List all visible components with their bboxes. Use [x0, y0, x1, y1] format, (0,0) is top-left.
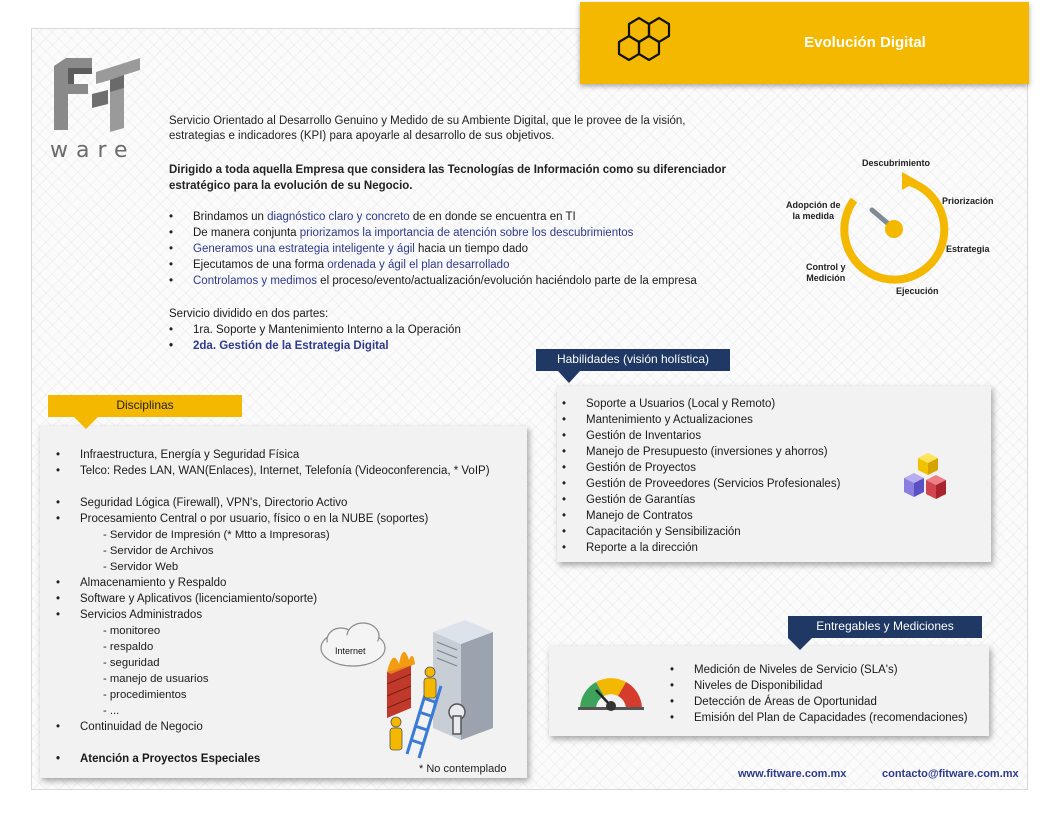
fitware-logo-icon: [52, 58, 142, 138]
intro-text: Servicio Orientado al Desarrollo Genuino y Medido de su Ambiente Digital, que le provee de la visión, estrategias e indicadores (KPI) para apoyarle al desarrollo de sus objetivos.: [169, 115, 686, 142]
list-item: • Atención a Proyectos Especiales: [56, 751, 490, 767]
sub-item: - seguridad: [103, 657, 160, 669]
list-item: • Manejo de Presupuesto (inversiones y ahorros): [562, 444, 840, 460]
target-audience-text: Dirigido a toda aquella Empresa que considera las Tecnologías de Información como su diferenciador estratégico para la evolución de su Negocio.: [169, 164, 727, 192]
email-link[interactable]: contacto@fitware.com.mx: [882, 768, 1019, 780]
list-item: • Soporte a Usuarios (Local y Remoto): [562, 396, 840, 412]
entregables-title: Entregables y Mediciones: [816, 619, 954, 633]
list-item: • Gestión de Proveedores (Servicios Profesionales): [562, 476, 840, 492]
list-item: • 2da. Gestión de la Estrategia Digital: [169, 338, 461, 354]
cycle-label-descubrimiento: Descubrimiento: [862, 158, 931, 168]
sub-item: - Servidor de Impresión (* Mtto a Impresoras): [103, 529, 330, 541]
list-item: • Seguridad Lógica (Firewall), VPN's, Directorio Activo: [56, 495, 490, 511]
habilidades-title: Habilidades (visión holística): [556, 352, 710, 366]
list-item: • De manera conjunta priorizamos la importancia de atención sobre los descubrimientos: [169, 225, 697, 241]
server-icon: [433, 620, 493, 740]
firewall-icon: [387, 652, 415, 718]
list-item: • Continuidad de Negocio: [56, 719, 490, 735]
sub-item: - respaldo: [103, 641, 154, 653]
list-item: • Generamos una estrategia inteligente y ágil hacia un tiempo dado: [169, 241, 697, 257]
website-link[interactable]: www.fitware.com.mx: [738, 768, 847, 780]
list-item: • Medición de Niveles de Servicio (SLA's): [670, 662, 968, 678]
service-parts-title: Servicio dividido en dos partes:: [169, 308, 329, 320]
service-parts-list: [169, 322, 461, 354]
list-item: • Almacenamiento y Respaldo: [56, 575, 490, 591]
list-item: • Mantenimiento y Actualizaciones: [562, 412, 840, 428]
sub-item: - procedimientos: [103, 689, 187, 701]
internet-label: Internet: [335, 646, 366, 656]
list-item: • Servicios Administrados: [56, 607, 490, 623]
service-bullets: [169, 209, 697, 289]
list-item: • Detección de Áreas de Oportunidad: [670, 694, 968, 710]
list-item: • Gestión de Inventarios: [562, 428, 840, 444]
list-item: • Capacitación y Sensibilización: [562, 524, 840, 540]
habilidades-header: [536, 349, 730, 371]
list-item: • Telco: Redes LAN, WAN(Enlaces), Internet, Telefonía (Videoconferencia, * VoIP): [56, 463, 490, 479]
cycle-label-estrategia: Estrategia: [946, 244, 990, 254]
list-item: • Gestión de Proyectos: [562, 460, 840, 476]
sub-item: - Servidor Web: [103, 561, 179, 573]
sub-item: - ...: [103, 705, 120, 717]
sub-item: - manejo de usuarios: [103, 673, 209, 685]
list-item: • Manejo de Contratos: [562, 508, 840, 524]
list-item: • Ejecutamos de una forma ordenada y ágil el plan desarrollado: [169, 257, 697, 273]
list-item: • Infraestructura, Energía y Seguridad Física: [56, 447, 490, 463]
page-title: Evolución Digital: [804, 34, 926, 51]
list-item: • 1ra. Soporte y Mantenimiento Interno a la Operación: [169, 322, 461, 338]
list-item: • Controlamos y medimos el proceso/evento/actualización/evolución haciéndolo parte de la empresa: [169, 273, 697, 289]
entregables-header: [788, 616, 982, 638]
gauge-icon: [576, 674, 646, 714]
disciplinas-header: [48, 395, 242, 417]
disciplinas-title: Disciplinas: [116, 398, 174, 412]
infrastructure-illustration-icon: [315, 612, 515, 760]
list-item: • Reporte a la dirección: [562, 540, 840, 556]
logo-text: ware: [50, 138, 136, 163]
cycle-label-ejecucion: Ejecución: [896, 286, 939, 296]
cloud-icon: [321, 623, 385, 666]
list-item: • Software y Aplicativos (licenciamiento/soporte): [56, 591, 490, 607]
habilidades-list: [562, 396, 840, 556]
sub-item: - Servidor de Archivos: [103, 545, 214, 557]
hexagon-molecule-icon: [607, 10, 677, 80]
list-item: • Niveles de Disponibilidad: [670, 678, 968, 694]
sub-item: - monitoreo: [103, 625, 161, 637]
list-item: • Brindamos un diagnóstico claro y concreto de en donde se encuentra en TI: [169, 209, 697, 225]
entregables-list: [670, 662, 968, 726]
footnote: * No contemplado: [419, 763, 507, 775]
list-item: • Procesamiento Central o por usuario, físico o en la NUBE (soportes): [56, 511, 490, 527]
list-item: • Gestión de Garantías: [562, 492, 840, 508]
title-bar: [580, 2, 1029, 84]
cycle-label-adopcion: Adopción de la medida: [786, 200, 841, 221]
cycle-label-control: Control y Medición: [806, 262, 846, 283]
cycle-label-priorizacion: Priorización: [942, 196, 994, 206]
cycle-diagram: [776, 150, 1016, 310]
list-item: • Emisión del Plan de Capacidades (recomendaciones): [670, 710, 968, 726]
cubes-icon: [898, 452, 960, 504]
